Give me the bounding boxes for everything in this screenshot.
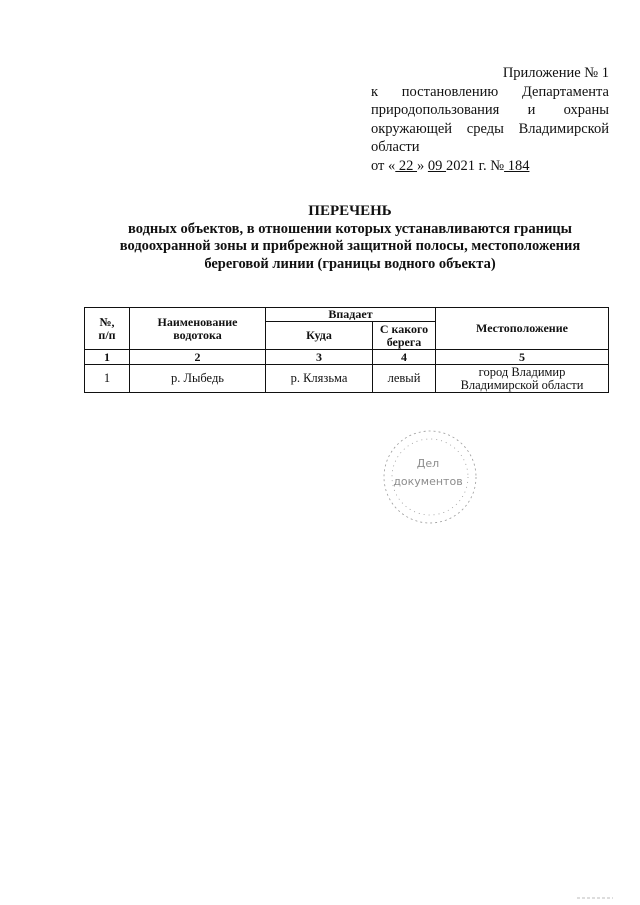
water-objects-table <box>84 307 609 393</box>
document-heading <box>60 203 640 273</box>
heading-title: ПЕРЕЧЕНЬ <box>308 203 392 219</box>
cell-where: р. Клязьма <box>266 365 373 393</box>
date-day: 22 <box>395 157 418 174</box>
header-bank: С какого берега <box>373 322 436 350</box>
table-row <box>85 365 609 393</box>
heading-line-3: береговой линии (границы водного объекта) <box>204 255 496 272</box>
decree-number: 184 <box>504 157 530 174</box>
header-where: Куда <box>266 322 373 350</box>
faded-stamp <box>370 425 485 535</box>
column-number-row <box>85 350 609 365</box>
stamp-text-2: документов <box>393 475 463 488</box>
date-year: 2021 г. № <box>446 157 505 174</box>
column-number: 5 <box>436 350 609 365</box>
column-number: 4 <box>373 350 436 365</box>
appendix-title: Приложение № 1 <box>502 65 609 81</box>
appendix-line-3: окружающей среды Владимирской <box>371 120 609 137</box>
column-number: 2 <box>130 350 266 365</box>
header-flows-into: Впадает <box>266 308 436 322</box>
scan-mark <box>575 892 615 900</box>
column-number: 3 <box>266 350 373 365</box>
date-month: 09 <box>427 157 447 174</box>
header-num: №, п/п <box>85 308 130 350</box>
cell-bank: левый <box>373 365 436 393</box>
heading-line-2: водоохранной зоны и прибрежной защитной полосы, местоположения <box>119 238 581 254</box>
column-number: 1 <box>85 350 130 365</box>
cell-location: город Владимир Владимирской области <box>436 365 609 393</box>
date-mid: » <box>417 157 428 174</box>
cell-name: р. Лыбедь <box>130 365 266 393</box>
appendix-line-2: природопользования и охраны <box>371 102 609 118</box>
appendix-line-4: области <box>371 139 420 155</box>
cell-num: 1 <box>85 365 130 393</box>
appendix-line-1: к постановлению Департамента <box>371 83 609 100</box>
header-location: Местоположение <box>436 308 609 350</box>
heading-line-1: водных объектов, в отношении которых устанавливаются границы <box>128 220 572 237</box>
appendix-date-line <box>371 157 609 176</box>
date-prefix: от « <box>371 157 396 174</box>
appendix-block <box>371 64 609 175</box>
stamp-text-1: Дел <box>416 457 440 470</box>
header-name: Наименование водотока <box>130 308 266 350</box>
